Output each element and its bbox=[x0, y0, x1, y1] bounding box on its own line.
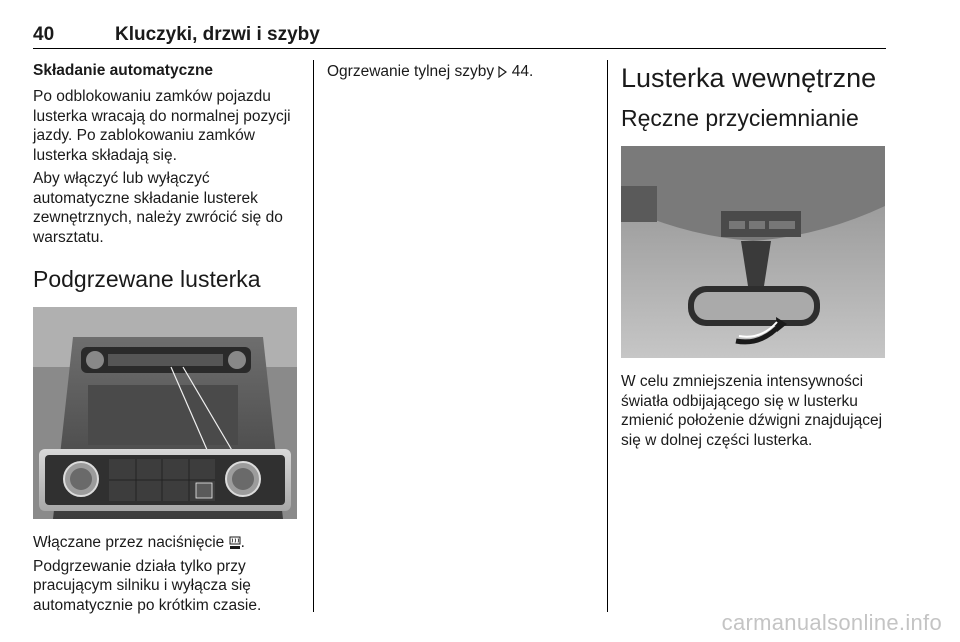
climate-panel-photo bbox=[33, 307, 297, 519]
heading-auto-fold: Składanie automatyczne bbox=[33, 62, 214, 79]
paragraph-heated-note: Podgrzewanie działa tylko przy pracującym silniku i wyłącza się automatycznie po krótkim czasie. bbox=[33, 557, 262, 614]
paragraph-dimming: W celu zmniejszenia intensywności światła odbijającego się w lusterku zmienić położenie dźwigni znajdującej się w dolnej części lusterka. bbox=[621, 373, 883, 449]
section-title: Kluczyki, drzwi i szyby bbox=[115, 24, 320, 45]
column-1 bbox=[33, 62, 301, 619]
paragraph-rear-window: Ogrzewanie tylnej szyby 44. bbox=[327, 63, 534, 80]
heading-heated-mirrors: Podgrzewane lusterka bbox=[33, 266, 261, 292]
page-header bbox=[33, 22, 886, 49]
column-divider-1 bbox=[313, 60, 314, 612]
paragraph-auto-fold-2: Aby włączyć lub wyłączyć automatyczne składanie lusterek zewnętrznych, należy zwrócić się do warsztatu. bbox=[33, 170, 283, 246]
column-2 bbox=[327, 62, 597, 86]
column-divider-2 bbox=[607, 60, 608, 612]
heading-interior-mirrors: Lusterka wewnętrzne bbox=[621, 63, 877, 93]
page-number: 40 bbox=[33, 24, 55, 45]
watermark: carmanualsonline.info bbox=[721, 610, 942, 635]
column-3 bbox=[621, 62, 886, 454]
paragraph-auto-fold-1: Po odblokowaniu zamków pojazdu lusterka wracają do normalnej pozycji jazdy. Po zablokowaniu zamków lusterka składają się. bbox=[33, 88, 291, 164]
paragraph-heated-activate: Włączane przez naciśnięcie . bbox=[33, 534, 245, 551]
heading-manual-dimming: Ręczne przyciemnianie bbox=[621, 105, 859, 131]
rear-window-heating-icon bbox=[229, 536, 241, 550]
rearview-mirror-photo bbox=[621, 146, 885, 358]
